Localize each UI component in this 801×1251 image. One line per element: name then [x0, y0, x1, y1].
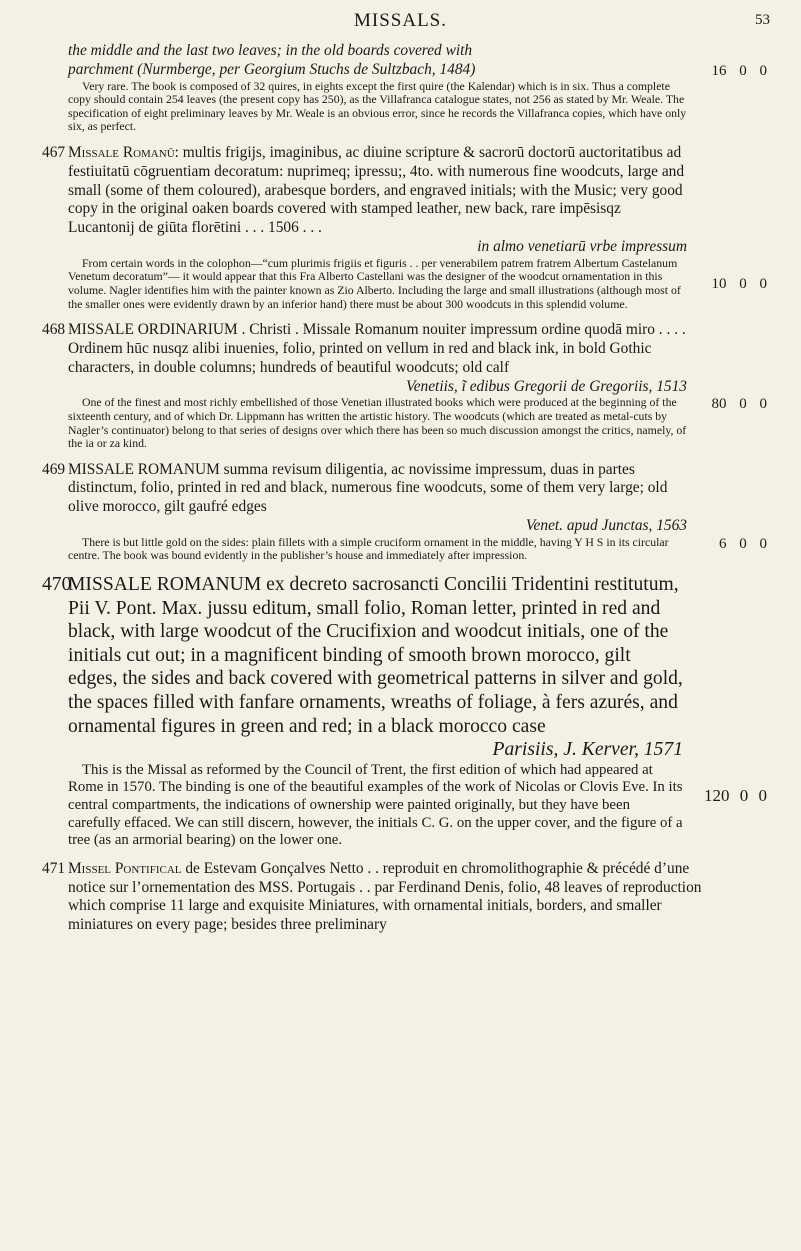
catalogue-entry: [42, 860, 767, 935]
entry-imprint: Venetiis, ĩ edibus Gregorii de Gregoriis, 1513: [406, 377, 687, 395]
entry-body: de Estevam Gonçalves Netto . . reproduit en chromolithographie & précédé d’une notice sur l’ornementation des MSS. Portugais . . par Ferdinand Denis, folio, 48 leaves of reproduction which comprise 11 large and exquisite Miniatures, with ornamental initials, borders, and smaller miniatures on every page; besides three preliminary: [68, 859, 702, 934]
entry-title: Missale Romanū:: [68, 143, 179, 161]
entry-description: [42, 144, 767, 257]
catalogue-entry: [42, 144, 767, 311]
entry-body: multis frigijs, imaginibus, ac diuine scripture & sacrorū doctorū auctoritatibus ad festiuitatū cōgruentiam decoratum: nuprimeq; ipressu;, 4to. with numerous fine woodcuts, large and small (some of them coloured), arabesque borders, and engraved initials; with the Music; very good copy in the original oaken boards covered with stamped leather, new back, rare impēsisqz Lucantonij de giūta florētini . . . 1506 . . .: [68, 143, 685, 237]
entry-title: Missel Pontifical: [68, 859, 182, 877]
continued-description: [42, 42, 767, 80]
entry-title: MISSALE ORDINARIUM: [68, 321, 238, 339]
entry-note: There is but little gold on the sides: plain fillets with a simple cruciform ornament in the middle, having Y H S in its circular centre. The book was bound evidently in the publisher’s house and immediately after impression.: [68, 534, 669, 563]
entry-body: . Christi . Missale Romanum nouiter impressum ordine quodā miro . . . . Ordinem hūc nusqz alibi inuenies, folio, printed on vellum in red and black ink, in bold Gothic characters, in double columns; hundreds of beautiful woodcuts; old calf: [68, 321, 686, 376]
entry-description: [42, 860, 767, 935]
entry-description: [42, 321, 767, 396]
entry-description: [42, 461, 767, 536]
price: 120 0 0: [704, 786, 767, 806]
entry-note: This is the Missal as reformed by the Council of Trent, the first edition of which had appeared at Rome in 1570. The binding is one of the beautiful examples of the work of Nicolas or Clovis Eve. In its central compartments, the indications of ownership were painted originally, but they have been carefully effaced. We can still discern, however, the initials C. G. on the upper cover, and the figure of a tree (as an armorial bearing) on the lower one.: [68, 761, 683, 849]
page-header: [0, 10, 801, 36]
continued-entry: [42, 42, 767, 134]
entry-number: 470: [42, 574, 72, 596]
entry-body: ex decreto sacrosancti Concilii Tridentini restitutum, Pii V. Pont. Max. jussu editum, small folio, Roman letter, printed in red and black, with large woodcut of the Crucifixion and woodcut initials, one of the initials cut out; in a magnificent binding of smooth brown morocco, gilt edges, the sides and back covered with geometrical patterns in silver and gold, the spaces filled with fanfare ornaments, wreaths of foliage, à fers azurés, and ornamental figures in green and red; in a black morocco case: [68, 574, 683, 737]
entry-title: MISSALE ROMANUM: [68, 574, 262, 596]
price: 16 0 0: [711, 63, 767, 79]
entry-imprint: Venet. apud Junctas, 1563: [525, 517, 687, 535]
entry-imprint: Parisiis, J. Kerver, 1571: [492, 739, 683, 761]
entry-number: 468: [42, 321, 66, 339]
entry-number: 467: [42, 143, 66, 161]
entry-note: From certain words in the colophon—“cum plurimis frigiis et figuris . . per venerabilem patrem fratrem Albertum Castelanum Venetum decoratum”— it would appear that this Fra Alberto Castellani was the designer of the woodcut ornamentation in this volume. Nagler identifies him with the painter known as Zio Alberto. Including the large and small illustrations (although most of the smaller ones were evidently drawn by an inferior hand) there must be about 300 woodcuts in this splendid volume.: [68, 255, 681, 311]
entry-note: Very rare. The book is composed of 32 quires, in eights except the first quire (the Kalendar) which is in six. Thus a complete copy should contain 254 leaves (the present copy has 250), as the Villafranca catalogue states, not 256 as stated by Mr. Weale. The specification of eight preliminary leaves by Mr. Weale is an obvious error, since he records the Villafranca copies, which have only six, as perfect.: [68, 78, 687, 134]
page-number: 53: [755, 12, 770, 28]
entry-description: [42, 573, 767, 762]
catalogue-text: [42, 42, 767, 935]
running-title: MISSALS.: [354, 10, 447, 31]
continued-line: parchment (Nurmberge, per Georgium Stuchs de Sultzbach, 1484): [68, 60, 476, 78]
continued-line: the middle and the last two leaves; in the old boards covered with: [68, 42, 473, 59]
price: 80 0 0: [711, 396, 767, 413]
price: 6 0 0: [719, 535, 767, 552]
entry-body: summa revisum diligentia, ac novissime impressum, duas in partes distinctum, folio, printed in red and black, numerous fine woodcuts, some of them very large; old olive morocco, gilt gaufré edges: [68, 460, 668, 516]
entry-note: One of the finest and most richly embellished of those Venetian illustrated books which were produced at the beginning of the sixteenth century, and of which Dr. Lippmann has written the artistic history. The woodcuts (which are treated as metal-cuts by Nagler’s continuator) belong to that series of designs over which there has been so much discussion amongst the critics, namely, of the ia or za kind.: [68, 395, 687, 451]
entry-number: 469: [42, 460, 66, 478]
price: 10 0 0: [711, 275, 767, 292]
entry-number: 471: [42, 859, 66, 877]
entry-title: MISSALE ROMANUM: [68, 460, 220, 478]
entry-imprint: in almo venetiarū vrbe impressum: [477, 237, 687, 255]
catalogue-entry: [42, 461, 767, 563]
catalogue-entry: [42, 321, 767, 451]
catalogue-entry: [42, 573, 767, 850]
